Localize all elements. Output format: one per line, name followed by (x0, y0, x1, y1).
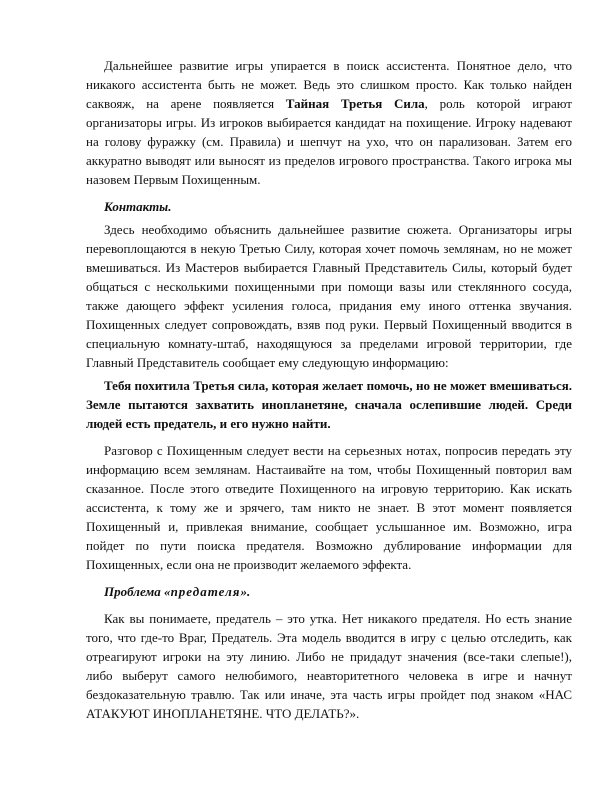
document-page (86, 56, 572, 731)
heading-text: ». (240, 584, 251, 599)
paragraph-plot-development: Здесь необходимо объяснить дальнейшее развитие сюжета. Организаторы игры перевоплощаются в некую Третью Силу, которая хочет помочь землянам, но не может вмешиваться. Из Мастеров выбирается Главный Представитель Силы, который будет общаться с несколькими похищенными при помощи вазы или стеклянного сосуда, также дающего эффект усиления голоса, придания ему иного оттенка звучания. Похищенных следует сопровождать, взяв под руки. Первый Похищенный вводится в специальную комнату-штаб, находящуюся за пределами игровой территории, где Главный Представитель сообщает ему следующую информацию: (86, 222, 572, 370)
paragraph-text: Дальнейшее развитие игры упирается в поиск ассистента. Понятное дело, что никакого ассистента быть не может. Ведь это слишком просто. Как только найден саквояж, на арене появляется (86, 58, 572, 111)
paragraph-text: , роль которой играют организаторы игры. Из игроков выбирается кандидат на похищение. Игроку надевают на голову фуражку (см. Правила) и шепчут на ухо, что он парализован. Затем его аккуратно выводят или выносят из пределов игрового пространства. Такого игрока мы назовем Первым Похищенным. (86, 96, 572, 187)
paragraph-traitor-explanation: Как вы понимаете, предатель – это утка. Нет никакого предателя. Но есть знание того, что где-то Враг, Предатель. Эта модель вводится в игру с целью отследить, как отреагируют игроки на эту линию. Либо не придадут значения (все-таки слепые!), либо выберут самого нелюбимого, неавторитетного человека в игре и начнут бездоказательную травлю. Так или иначе, эта часть игры пройдет под знаком «НАС АТАКУЮТ ИНОПЛАНЕТЯНЕ. ЧТО ДЕЛАТЬ?». (86, 611, 572, 721)
heading-text: Проблема « (104, 584, 171, 599)
section-heading-contacts: Контакты. (104, 199, 172, 214)
bold-term-third-force: Тайная Третья Сила (285, 96, 425, 111)
section-heading-traitor-problem (86, 582, 572, 601)
paragraph-secret-message: Тебя похитила Третья сила, которая желает помочь, но не может вмешиваться. Земле пытаются захватить инопланетяне, сначала ослепившие людей. Среди людей есть предатель, и его нужно найти. (86, 378, 572, 431)
paragraph-assistant-search (86, 56, 572, 189)
heading-spaced-word: предателя (170, 584, 241, 599)
paragraph-conversation: Разговор с Похищенным следует вести на серьезных нотах, попросив передать эту информацию всем землянам. Настаивайте на том, чтобы Похищенный повторил вам сказанное. После этого отведите Похищенного на игровую территорию. Как искать ассистента, к тому же и зрячего, там никто не знает. В этот момент появляется Похищенный и, привлекая внимание, сообщает услышанное им. Возможно, игра пойдет по пути поиска предателя. Возможно дублирование информации для Похищенных, если она не производит желаемого эффекта. (86, 443, 572, 572)
